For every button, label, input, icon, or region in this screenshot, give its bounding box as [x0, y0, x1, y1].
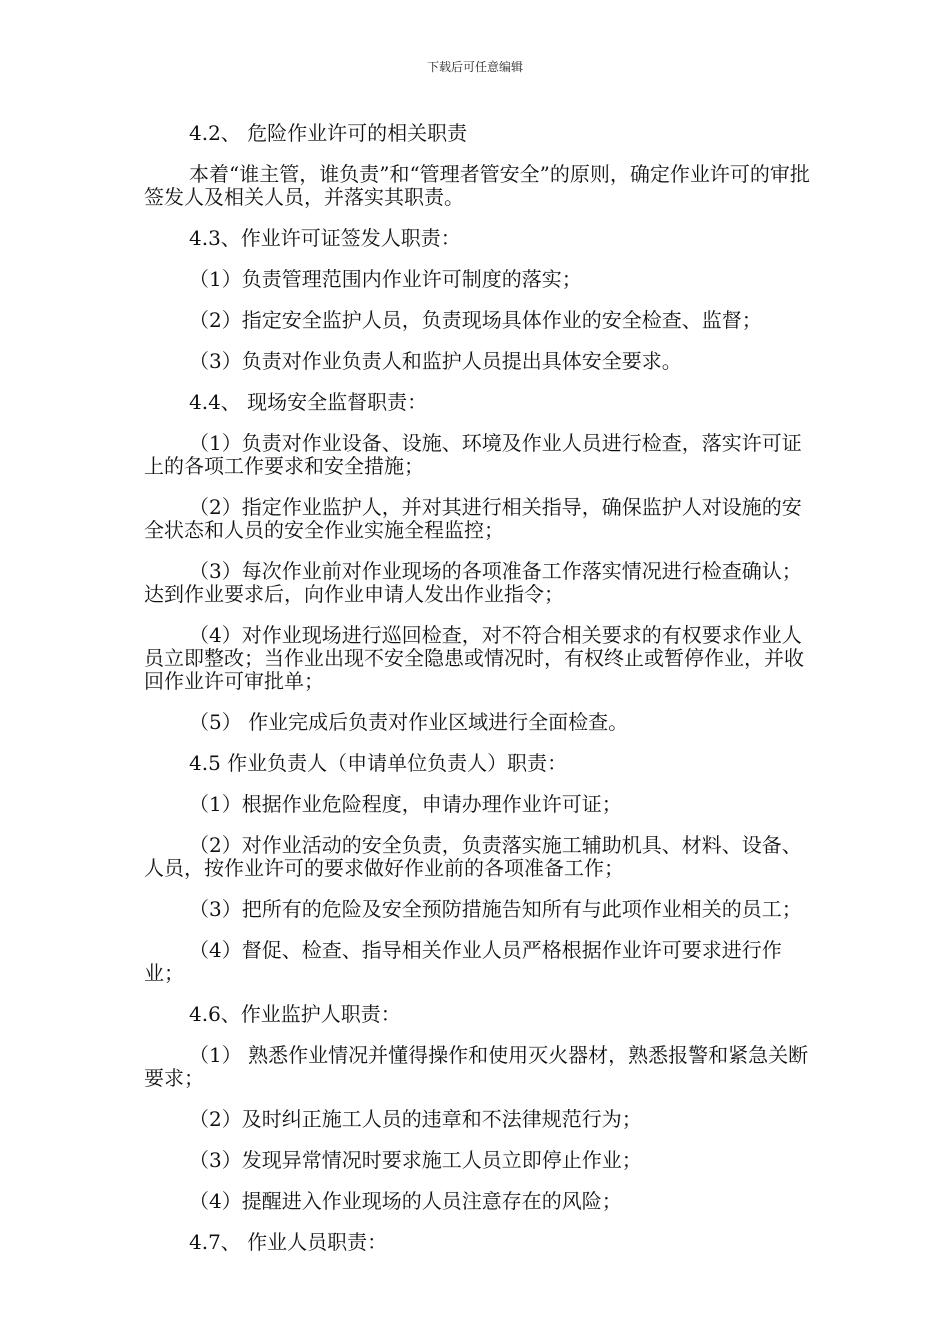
- list-item: （3）负责对作业负责人和监护人员提出具体安全要求。: [189, 349, 682, 373]
- list-item: （3）把所有的危险及安全预防措施告知所有与此项作业相关的员工；: [189, 897, 802, 921]
- page-header: 下载后可任意编辑: [426, 60, 523, 74]
- list-item: （1）负责对作业设备、设施、环境及作业人员进行检查，落实许可证上的各项工作要求和安全措施；: [144, 431, 802, 478]
- list-item: （2）及时纠正施工人员的违章和不法律规范行为；: [189, 1107, 642, 1131]
- list-item: （2）对作业活动的安全负责，负责落实施工辅助机具、材料、设备、人员，按作业许可的要求做好作业前的各项准备工作；: [144, 833, 802, 880]
- list-item: （4）对作业现场进行巡回检查，对不符合相关要求的有权要求作业人员立即整改；当作业出现不安全隐患或情况时，有权终止或暂停作业，并收回作业许可审批单；: [144, 623, 804, 693]
- section-heading-4-5: 4.5 作业负责人（申请单位负责人）职责：: [189, 751, 568, 775]
- list-item: （1） 熟悉作业情况并懂得操作和使用灭火器材，熟悉报警和紧急关断要求；: [144, 1043, 809, 1090]
- section-heading-4-4: 4.4、 现场安全监督职责：: [189, 390, 428, 414]
- list-item: （4）督促、检查、指导相关作业人员严格根据作业许可要求进行作业；: [144, 938, 782, 985]
- paragraph: 本着“谁主管，谁负责”和“管理者管安全”的原则，确定作业许可的审批签发人及相关人员，并落实其职责。: [144, 162, 810, 209]
- list-item: （5） 作业完成后负责对作业区域进行全面检查。: [189, 710, 629, 734]
- list-item: （2）指定作业监护人，并对其进行相关指导，确保监护人对设施的安全状态和人员的安全作业实施全程监控；: [144, 495, 802, 542]
- list-item: （4）提醒进入作业现场的人员注意存在的风险；: [189, 1189, 622, 1213]
- section-heading-4-7: 4.7、 作业人员职责：: [189, 1230, 388, 1254]
- list-item: （1）负责管理范围内作业许可制度的落实；: [189, 267, 582, 291]
- section-heading-4-2: 4.2、 危险作业许可的相关职责: [189, 121, 468, 145]
- section-heading-4-3: 4.3、作业许可证签发人职责：: [189, 226, 461, 250]
- section-heading-4-6: 4.6、作业监护人职责：: [189, 1002, 401, 1026]
- list-item: （3）每次作业前对作业现场的各项准备工作落实情况进行检查确认；达到作业要求后，向作业申请人发出作业指令；: [144, 559, 802, 606]
- document-body: [144, 122, 814, 1272]
- list-item: （2）指定安全监护人员，负责现场具体作业的安全检查、监督；: [189, 308, 762, 332]
- list-item: （3）发现异常情况时要求施工人员立即停止作业；: [189, 1148, 642, 1172]
- list-item: （1）根据作业危险程度，申请办理作业许可证；: [189, 792, 622, 816]
